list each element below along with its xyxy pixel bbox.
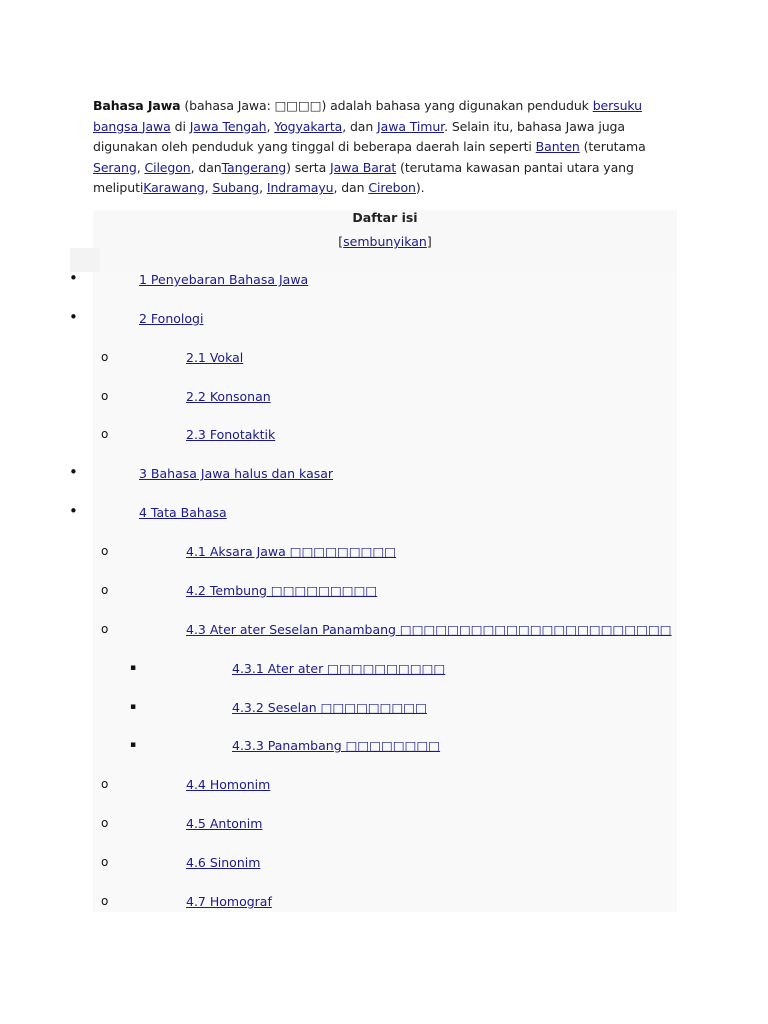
- toc-link-3[interactable]: 3 Bahasa Jawa halus dan kasar: [139, 466, 334, 481]
- toc-link-4[interactable]: 4 Tata Bahasa: [139, 505, 227, 520]
- link-serang[interactable]: Serang: [93, 159, 137, 175]
- toc-item: [0, 269, 700, 292]
- circle-bullet-icon: o: [101, 389, 109, 403]
- toc-link-2-1[interactable]: 2.1 Vokal: [186, 350, 244, 365]
- link-jawa-timur[interactable]: Jawa Timur: [377, 118, 445, 134]
- toc-item: [0, 389, 700, 409]
- intro-text: ).: [415, 180, 425, 195]
- link-cilegon[interactable]: Cilegon: [144, 159, 191, 175]
- circle-bullet-icon: o: [101, 350, 109, 364]
- link-tangerang[interactable]: Tangerang: [221, 159, 287, 175]
- lead-term: Bahasa Jawa: [93, 98, 181, 113]
- square-bullet-icon: ▪: [130, 702, 137, 712]
- circle-bullet-icon: o: [101, 894, 109, 908]
- intro-text: ,: [204, 180, 213, 195]
- toc-item: [0, 661, 700, 681]
- toc-item: [0, 544, 700, 564]
- intro-text: , dan: [333, 180, 369, 195]
- bullet-icon: •: [69, 463, 78, 481]
- link-indramayu[interactable]: Indramayu: [266, 180, 334, 195]
- toc-link-4-7[interactable]: 4.7 Homograf: [186, 894, 272, 909]
- toc-item: [0, 308, 700, 331]
- intro-text: ) adalah bahasa yang digunakan penduduk: [321, 98, 593, 113]
- toc-item: [0, 738, 700, 758]
- link-jawa-barat[interactable]: Jawa Barat: [330, 159, 397, 175]
- toc-link-4-6[interactable]: 4.6 Sinonim: [186, 855, 261, 870]
- intro-text: (bahasa Jawa:: [180, 98, 275, 113]
- link-yogyakarta[interactable]: Yogyakarta: [274, 118, 343, 134]
- toc-link-4-3-2[interactable]: 4.3.2 Seselan □□□□□□□□□: [232, 700, 427, 715]
- toc-hide-link[interactable]: sembunyikan: [343, 234, 427, 249]
- toc-item: [0, 855, 700, 875]
- toc-item: [0, 894, 700, 914]
- square-bullet-icon: ▪: [130, 740, 137, 750]
- link-karawang[interactable]: Karawang: [143, 180, 205, 195]
- toc-link-2-3[interactable]: 2.3 Fonotaktik: [186, 427, 276, 442]
- toc-link-4-1[interactable]: 4.1 Aksara Jawa □□□□□□□□□: [186, 544, 397, 559]
- intro-paragraph: [93, 96, 678, 199]
- toc-item: [0, 350, 700, 370]
- circle-bullet-icon: o: [101, 855, 109, 869]
- toc-item: [0, 816, 700, 836]
- link-bersuku-bangsa-jawa[interactable]: bersuku bangsa Jawa: [93, 98, 642, 134]
- link-jawa-tengah[interactable]: Jawa Tengah: [189, 118, 267, 134]
- toc-toggle-bracket-open: [: [338, 234, 344, 249]
- intro-text: ,: [136, 159, 145, 175]
- intro-text: ,: [259, 180, 267, 195]
- link-cirebon[interactable]: Cirebon: [368, 180, 416, 195]
- toc-toggle: [93, 234, 677, 249]
- toc-link-2[interactable]: 2 Fonologi: [139, 311, 204, 326]
- toc-item: [0, 583, 700, 603]
- circle-bullet-icon: o: [101, 544, 109, 558]
- link-banten[interactable]: Banten: [535, 139, 580, 154]
- javanese-script-text: □□□□: [274, 98, 322, 113]
- intro-text: ,: [266, 118, 275, 134]
- intro-text: , dan: [342, 118, 378, 134]
- circle-bullet-icon: o: [101, 816, 109, 830]
- circle-bullet-icon: o: [101, 622, 109, 636]
- toc-link-4-3[interactable]: 4.3 Ater ater Seselan Panambang □□□□□□□□□□□□□□□□□□□□□□□: [186, 622, 672, 637]
- toc-item: [0, 427, 700, 447]
- toc-link-4-5[interactable]: 4.5 Antonim: [186, 816, 263, 831]
- toc-link-2-2[interactable]: 2.2 Konsonan: [186, 389, 271, 404]
- toc-link-4-2[interactable]: 4.2 Tembung □□□□□□□□□: [186, 583, 378, 598]
- toc-item: [0, 622, 700, 642]
- toc-link-4-4[interactable]: 4.4 Homonim: [186, 777, 271, 792]
- circle-bullet-icon: o: [101, 427, 109, 441]
- circle-bullet-icon: o: [101, 583, 109, 597]
- circle-bullet-icon: o: [101, 777, 109, 791]
- intro-text: di: [170, 118, 190, 134]
- intro-text: (terutama kawasan pantai utara yang meliputi: [93, 159, 634, 195]
- toc-item: [0, 700, 700, 720]
- toc-link-1[interactable]: 1 Penyebaran Bahasa Jawa: [139, 272, 309, 287]
- square-bullet-icon: ▪: [130, 663, 137, 673]
- toc-toggle-bracket-close: ]: [426, 234, 432, 249]
- toc-link-4-3-1[interactable]: 4.3.1 Ater ater □□□□□□□□□□: [232, 661, 446, 676]
- bullet-icon: •: [69, 269, 78, 287]
- bullet-icon: •: [69, 502, 78, 520]
- bullet-icon: •: [69, 308, 78, 326]
- intro-text: , dan: [190, 159, 222, 175]
- toc-item: [0, 777, 700, 797]
- intro-text: (terutama: [579, 139, 646, 154]
- intro-text: . Selain itu, bahasa Jawa juga digunakan oleh penduduk yang tinggal di beberapa daerah lain seperti: [93, 118, 625, 154]
- intro-text: ) serta: [286, 159, 331, 175]
- toc-item: [0, 502, 700, 525]
- toc-title: Daftar isi: [352, 210, 418, 225]
- toc-item: [0, 463, 700, 486]
- toc-link-4-3-3[interactable]: 4.3.3 Panambang □□□□□□□□: [232, 738, 441, 753]
- link-subang[interactable]: Subang: [212, 180, 260, 195]
